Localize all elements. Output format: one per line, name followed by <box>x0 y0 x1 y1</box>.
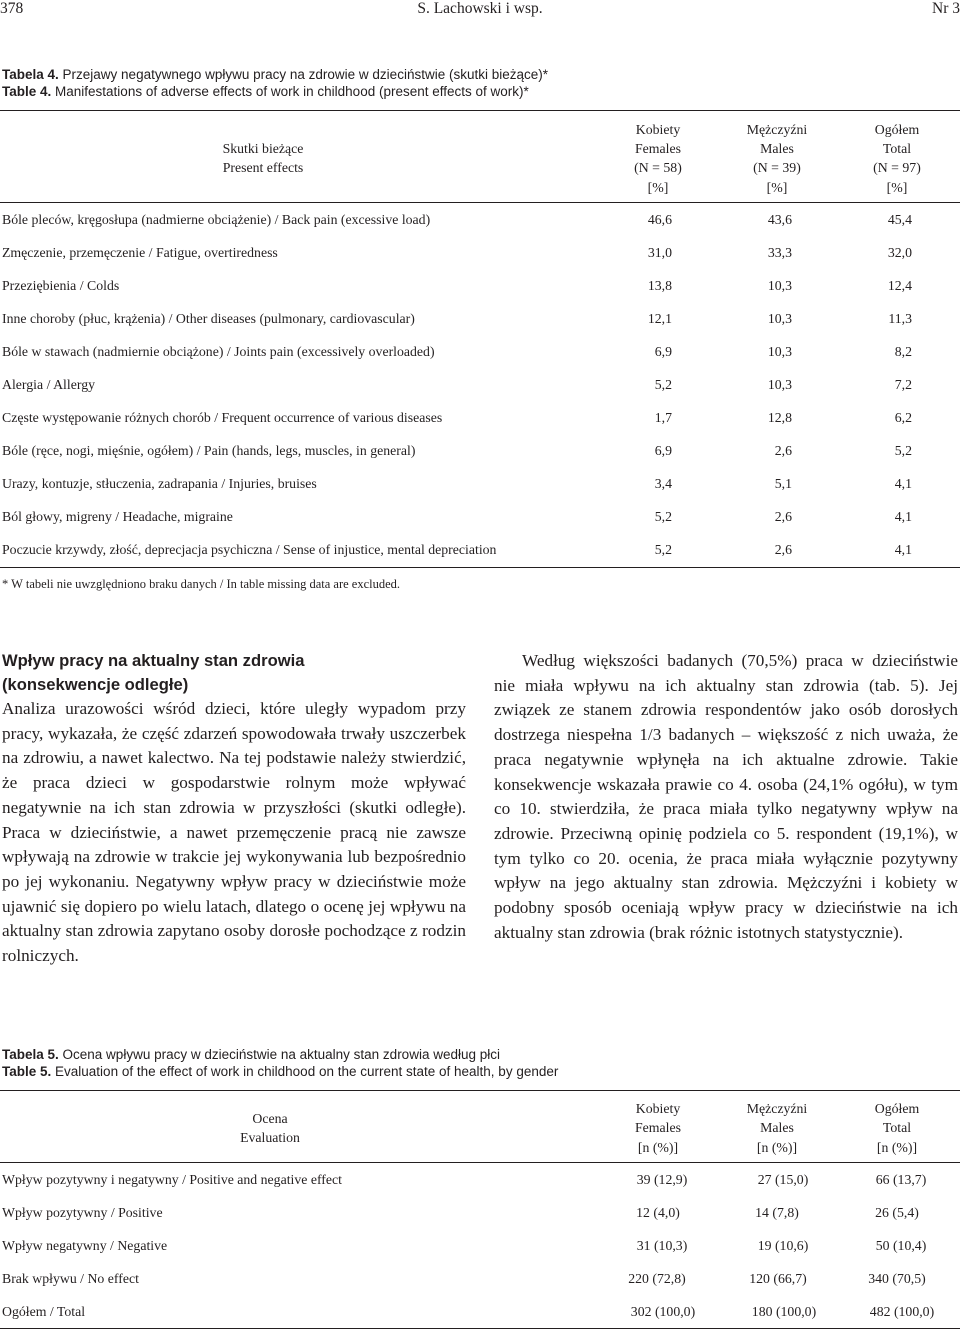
table4-row-males: 43,6 <box>767 212 792 227</box>
table5-row-total: 482 (100,0) <box>869 1304 935 1319</box>
table5-caption-pl: Ocena wpływu pracy w dzieciństwie na aktualny stan zdrowia według płci <box>58 1047 500 1062</box>
table4-bottom-rule <box>0 567 960 568</box>
table5-row-total: 26 (5,4) <box>875 1205 919 1220</box>
table4-top-rule <box>0 110 960 111</box>
running-authors: S. Lachowski i wsp. <box>417 0 543 17</box>
table4-row-label: Bóle pleców, kręgosłupa (nadmierne obciążenie) / Back pain (excessive load) <box>2 212 431 227</box>
table4-col-total-unit: [%] <box>886 180 908 195</box>
table4-row-label: Inne choroby (płuc, krążenia) / Other diseases (pulmonary, cardiovascular) <box>2 311 415 326</box>
table4-header-skutki: Skutki bieżące <box>222 141 304 156</box>
table5-row-males: 14 (7,8) <box>755 1205 799 1220</box>
table5-col-females-unit: [n (%)] <box>637 1140 679 1155</box>
table4-col-females-en: Females <box>635 141 681 156</box>
issue-number: Nr 3 <box>932 0 960 17</box>
table5-row-males: 27 (15,0) <box>757 1172 809 1187</box>
section-title-line2: (konsekwencje odległe) <box>2 675 189 694</box>
table4-row-females: 6,9 <box>654 443 672 458</box>
table4-header-rule <box>0 202 960 203</box>
right-text-column <box>494 649 958 945</box>
table4-row-total: 4,1 <box>894 476 912 491</box>
table5-row-males: 180 (100,0) <box>751 1304 817 1319</box>
table4-caption-pl: Przejawy negatywnego wpływu pracy na zdrowie w dzieciństwie (skutki bieżące)* <box>58 67 548 82</box>
table5-row-females: 302 (100,0) <box>630 1304 696 1319</box>
table5-col-females-en: Females <box>635 1120 681 1135</box>
table4-row-label: Bóle (ręce, nogi, mięśnie, ogółem) / Pain (hands, legs, muscles, in general) <box>2 443 416 458</box>
table4-row-label: Poczucie krzywdy, złość, deprecjacja psychiczna / Sense of injustice, mental depreciation <box>2 542 497 557</box>
page-number: 378 <box>0 0 24 17</box>
table4-row-females: 13,8 <box>647 278 672 293</box>
table4-row-females: 31,0 <box>647 245 672 260</box>
table5-col-total-pl: Ogółem <box>874 1101 920 1116</box>
table4-row-total: 32,0 <box>887 245 912 260</box>
table5-row-females: 39 (12,9) <box>636 1172 688 1187</box>
table4-caption-pl-label: Tabela 4. <box>2 67 59 82</box>
table4-row-total: 11,3 <box>888 311 912 326</box>
table5-row-males: 120 (66,7) <box>749 1271 807 1286</box>
table4-col-males-unit: [%] <box>766 180 788 195</box>
table5-col-males-unit: [n (%)] <box>756 1140 798 1155</box>
table4-row-total: 7,2 <box>894 377 912 392</box>
table4-caption <box>2 66 548 100</box>
table4-row-males: 12,8 <box>767 410 792 425</box>
table4-col-females-pl: Kobiety <box>635 122 681 137</box>
table5-row-females: 220 (72,8) <box>628 1271 686 1286</box>
table5-header-rule <box>0 1162 960 1163</box>
section-title-line1: Wpływ pracy na aktualny stan zdrowia <box>2 651 305 670</box>
table4-row-males: 2,6 <box>774 542 792 557</box>
table4-row-label: Bóle w stawach (nadmiernie obciążone) / Joints pain (excessively overloaded) <box>2 344 435 359</box>
table5-row-females: 31 (10,3) <box>636 1238 688 1253</box>
table4-row-males: 2,6 <box>774 443 792 458</box>
table5-row-males: 19 (10,6) <box>757 1238 809 1253</box>
table4-row-total: 12,4 <box>887 278 912 293</box>
table4-col-total-n: (N = 97) <box>873 160 921 175</box>
table4-row-females: 5,2 <box>654 542 672 557</box>
table4-col-males-n: (N = 39) <box>753 160 801 175</box>
table4-col-males-en: Males <box>760 141 794 156</box>
table4-row-females: 3,4 <box>654 476 672 491</box>
table4-row-males: 2,6 <box>774 509 792 524</box>
table5-row-label: Brak wpływu / No effect <box>2 1271 139 1286</box>
table5-header-evaluation: Evaluation <box>240 1130 300 1145</box>
table4-row-males: 33,3 <box>767 245 792 260</box>
table4-row-total: 4,1 <box>894 509 912 524</box>
table5-top-rule <box>0 1090 960 1091</box>
table4-row-females: 6,9 <box>654 344 672 359</box>
table4-row-label: Ból głowy, migreny / Headache, migraine <box>2 509 233 524</box>
table5-row-total: 340 (70,5) <box>868 1271 926 1286</box>
table4-row-total: 6,2 <box>894 410 912 425</box>
table4-col-total-pl: Ogółem <box>874 122 920 137</box>
table5-bottom-rule <box>0 1328 960 1329</box>
left-text-column <box>2 649 466 969</box>
table5-col-total-unit: [n (%)] <box>876 1140 918 1155</box>
table5-row-label: Wpływ negatywny / Negative <box>2 1238 168 1253</box>
table5-header-ocena: Ocena <box>252 1111 288 1126</box>
table5-col-total-en: Total <box>882 1120 912 1135</box>
table5-row-label: Wpływ pozytywny / Positive <box>2 1205 163 1220</box>
table4-caption-en-label: Table 4. <box>2 84 52 99</box>
table5-col-males-en: Males <box>760 1120 794 1135</box>
table4-footnote: * W tabeli nie uwzględniono braku danych / In table missing data are excluded. <box>2 577 401 591</box>
table4-header-present: Present effects <box>222 160 304 175</box>
table5-row-females: 12 (4,0) <box>636 1205 680 1220</box>
table5-row-label: Ogółem / Total <box>2 1304 86 1319</box>
table4-row-total: 45,4 <box>887 212 912 227</box>
left-paragraph: Analiza urazowości wśród dzieci, które uległy wypadom przy pracy, wykazała, że część zdarzeń spowodowała trwały uszczerbek na zdrowiu, a nawet kalectwo. Na tej podstawie należy stwierdzić, że praca dzieci w gospodarstwie rolnym może wpływać negatywnie na ich stan zdrowia w przyszłości (skutki odległe). Praca w dzieciństwie, a nawet przemęczenie pracą nie zawsze wpływają na zdrowie w trakcie jej wykonywania lub bezpośrednio po jej wykonaniu. Negatywny wpływ pracy w dzieciństwie może ujawnić się dopiero po wielu latach, dlatego o ocenę jej wpływu na aktualny stan zdrowia zapytano osoby dorosłe pochodzące z rodzin rolniczych. <box>2 699 466 966</box>
table5-col-males-pl: Mężczyźni <box>746 1101 808 1116</box>
table4-row-label: Częste występowanie różnych chorób / Frequent occurrence of various diseases <box>2 410 443 425</box>
table5-row-total: 66 (13,7) <box>875 1172 927 1187</box>
section-title <box>2 649 466 697</box>
table4-row-males: 10,3 <box>767 311 792 326</box>
table5-caption-pl-label: Tabela 5. <box>2 1047 59 1062</box>
table4-col-females-unit: [%] <box>647 180 669 195</box>
table5-caption-en: Evaluation of the effect of work in childhood on the current state of health, by gender <box>51 1064 559 1079</box>
table4-row-males: 10,3 <box>767 278 792 293</box>
right-paragraph: Według większości badanych (70,5%) praca w dzieciństwie nie miała wpływu na ich aktualny stan zdrowia (tab. 5). Jej związek ze stanem zdrowia respondentów jako osób dorosłych dostrzega niespełna 1/3 badanych – większość z nich uważa, że praca negatywnie wpłynęła na ich aktualne zdrowie. Takie konsekwencje wskazała prawie co 4. osoba (24,1% ogółu), w tym co 10. stwierdziła, że praca miała tylko negatywny wpływ na zdrowie. Przeciwną opinię podziela co 5. respondent (19,1%), w tym tylko co 20. ocenia, że praca miała wyłącznie pozytywny wpływ na jego aktualny stan zdrowia. Mężczyźni i kobiety w podobny sposób oceniają wpływ pracy w dzieciństwie na ich aktualny stan zdrowia (brak różnic istotnych statystycznie). <box>494 651 958 942</box>
table4-row-label: Urazy, kontuzje, stłuczenia, zadrapania / Injuries, bruises <box>2 476 317 491</box>
table4-caption-en: Manifestations of adverse effects of work in childhood (present effects of work)* <box>51 84 529 99</box>
table4-row-total: 4,1 <box>894 542 912 557</box>
table4-row-label: Przeziębienia / Colds <box>2 278 120 293</box>
table5-caption-en-label: Table 5. <box>2 1064 52 1079</box>
table4-row-total: 8,2 <box>894 344 912 359</box>
table4-row-females: 1,7 <box>654 410 672 425</box>
table4-col-males-pl: Mężczyźni <box>746 122 808 137</box>
table5-col-females-pl: Kobiety <box>635 1101 681 1116</box>
table4-row-males: 10,3 <box>767 344 792 359</box>
table4-row-females: 5,2 <box>654 377 672 392</box>
table4-row-males: 10,3 <box>767 377 792 392</box>
table4-col-total-en: Total <box>882 141 912 156</box>
table4-row-females: 12,1 <box>647 311 672 326</box>
running-header <box>0 0 960 22</box>
table4-col-females-n: (N = 58) <box>634 160 682 175</box>
table4-row-label: Alergia / Allergy <box>2 377 95 392</box>
table5-row-label: Wpływ pozytywny i negatywny / Positive and negative effect <box>2 1172 342 1187</box>
table4-row-females: 46,6 <box>647 212 672 227</box>
table5-caption <box>2 1046 558 1080</box>
table5-row-total: 50 (10,4) <box>875 1238 927 1253</box>
table4-row-total: 5,2 <box>894 443 912 458</box>
table4-row-label: Zmęczenie, przemęczenie / Fatigue, overtiredness <box>2 245 278 260</box>
table4-row-males: 5,1 <box>774 476 792 491</box>
table4-row-females: 5,2 <box>654 509 672 524</box>
